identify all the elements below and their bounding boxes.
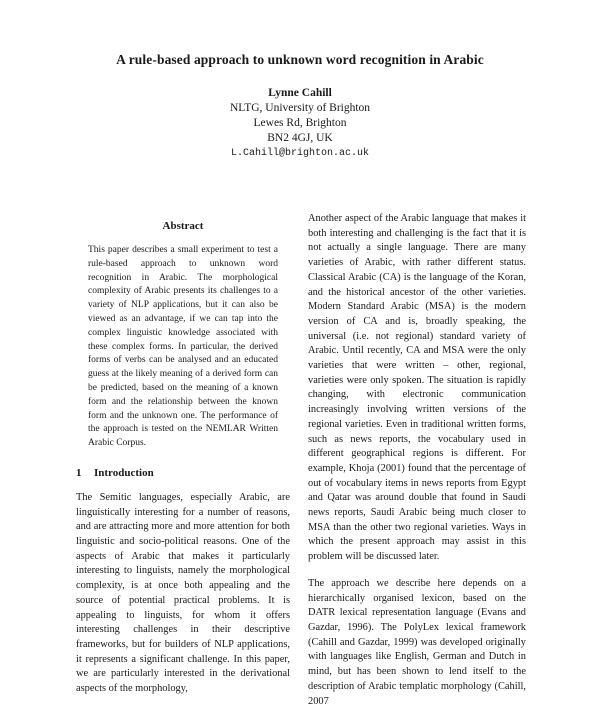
section-title: Introduction [94, 466, 154, 479]
author-address-line1: Lewes Rd, Brighton [253, 117, 347, 129]
right-column [308, 212, 526, 709]
introduction-text: The Semitic languages, especially Arabic, are linguistically interesting for a number of reasons, and are attracting more and more attention for both linguistic and socio-political reasons. One of the aspects of Arabic that makes it particularly interesting to linguists, namely the morphological complexity, is at once both appealing and the source of potential practical problems. It is appealing to linguists, for whom it offers interesting challenges in their descriptive frameworks, but for builders of NLP applications, it represents a significant challenge. In this paper, we are particularly interested in the derivational aspects of the morphology, [76, 491, 290, 695]
left-column [76, 220, 290, 697]
paper-title: A rule-based approach to unknown word recognition in Arabic [116, 52, 484, 67]
abstract-heading: Abstract [162, 220, 204, 232]
section-number: 1 [76, 466, 82, 479]
section-heading-introduction [76, 467, 290, 479]
author-affiliation: NLTG, University of Brighton [229, 102, 371, 114]
author-block [0, 86, 600, 161]
right-paragraph-1: Another aspect of the Arabic language that makes it both interesting and challenging is the fact that it is not actually a single language. There are many varieties of Arabic, with rather different status. Classical Arabic (CA) is the language of the Koran, and the historical ancestor of the other varieties. Modern Standard Arabic (MSA) is the modern version of CA and is, broadly speaking, the universal (i.e. not regional) standard variety of Arabic. Until recently, CA and MSA were the only varieties that were written – other, regional, varieties were only spoken. The situation is rapidly changing, with electronic communication increasingly involving written versions of the regional varieties. Even in traditional written forms, such as news reports, the vocabulary used in different geographical regions is different. For example, Khoja (2001) found that the percentage of out of vocabulary items in news reports from Egypt and Qatar was around double that found in Saudi news reports, Saudi Arabic being much closer to MSA than the other two regional varieties. Ways in which the present approach may assist in this problem will be discussed later. [308, 213, 526, 563]
author-name: Lynne Cahill [268, 87, 332, 99]
right-paragraph-2: The approach we describe here depends on a hierarchically organised lexicon, based on the DATR lexical representation language (Evans and Gazdar, 1996). The PolyLex lexical framework (Cahill and Gazdar, 1999) was developed originally with languages like English, German and Dutch in mind, but has been shown to lend itself to the description of Arabic templatic morphology (Cahill, 2007 [308, 577, 526, 707]
author-address-line2: BN2 4GJ, UK [267, 132, 333, 144]
abstract-text: This paper describes a small experiment to test a rule-based approach to unknown word recognition in Arabic. The morphological complexity of Arabic presents its challenges to a variety of NLP applications, but it can also be viewed as an advantage, if we can tap into the complex linguistic knowledge associated with these complex forms. In particular, the derived forms of verbs can be analysed and an educated guess at the likely meaning of a derived form can be predicted, based on the meaning of a known form and the relationship between the known form and the unknown one. The performance of the approach is tested on the NEMLAR Written Arabic Corpus. [88, 245, 278, 449]
author-email: L.Cahill@brighton.ac.uk [230, 148, 370, 159]
